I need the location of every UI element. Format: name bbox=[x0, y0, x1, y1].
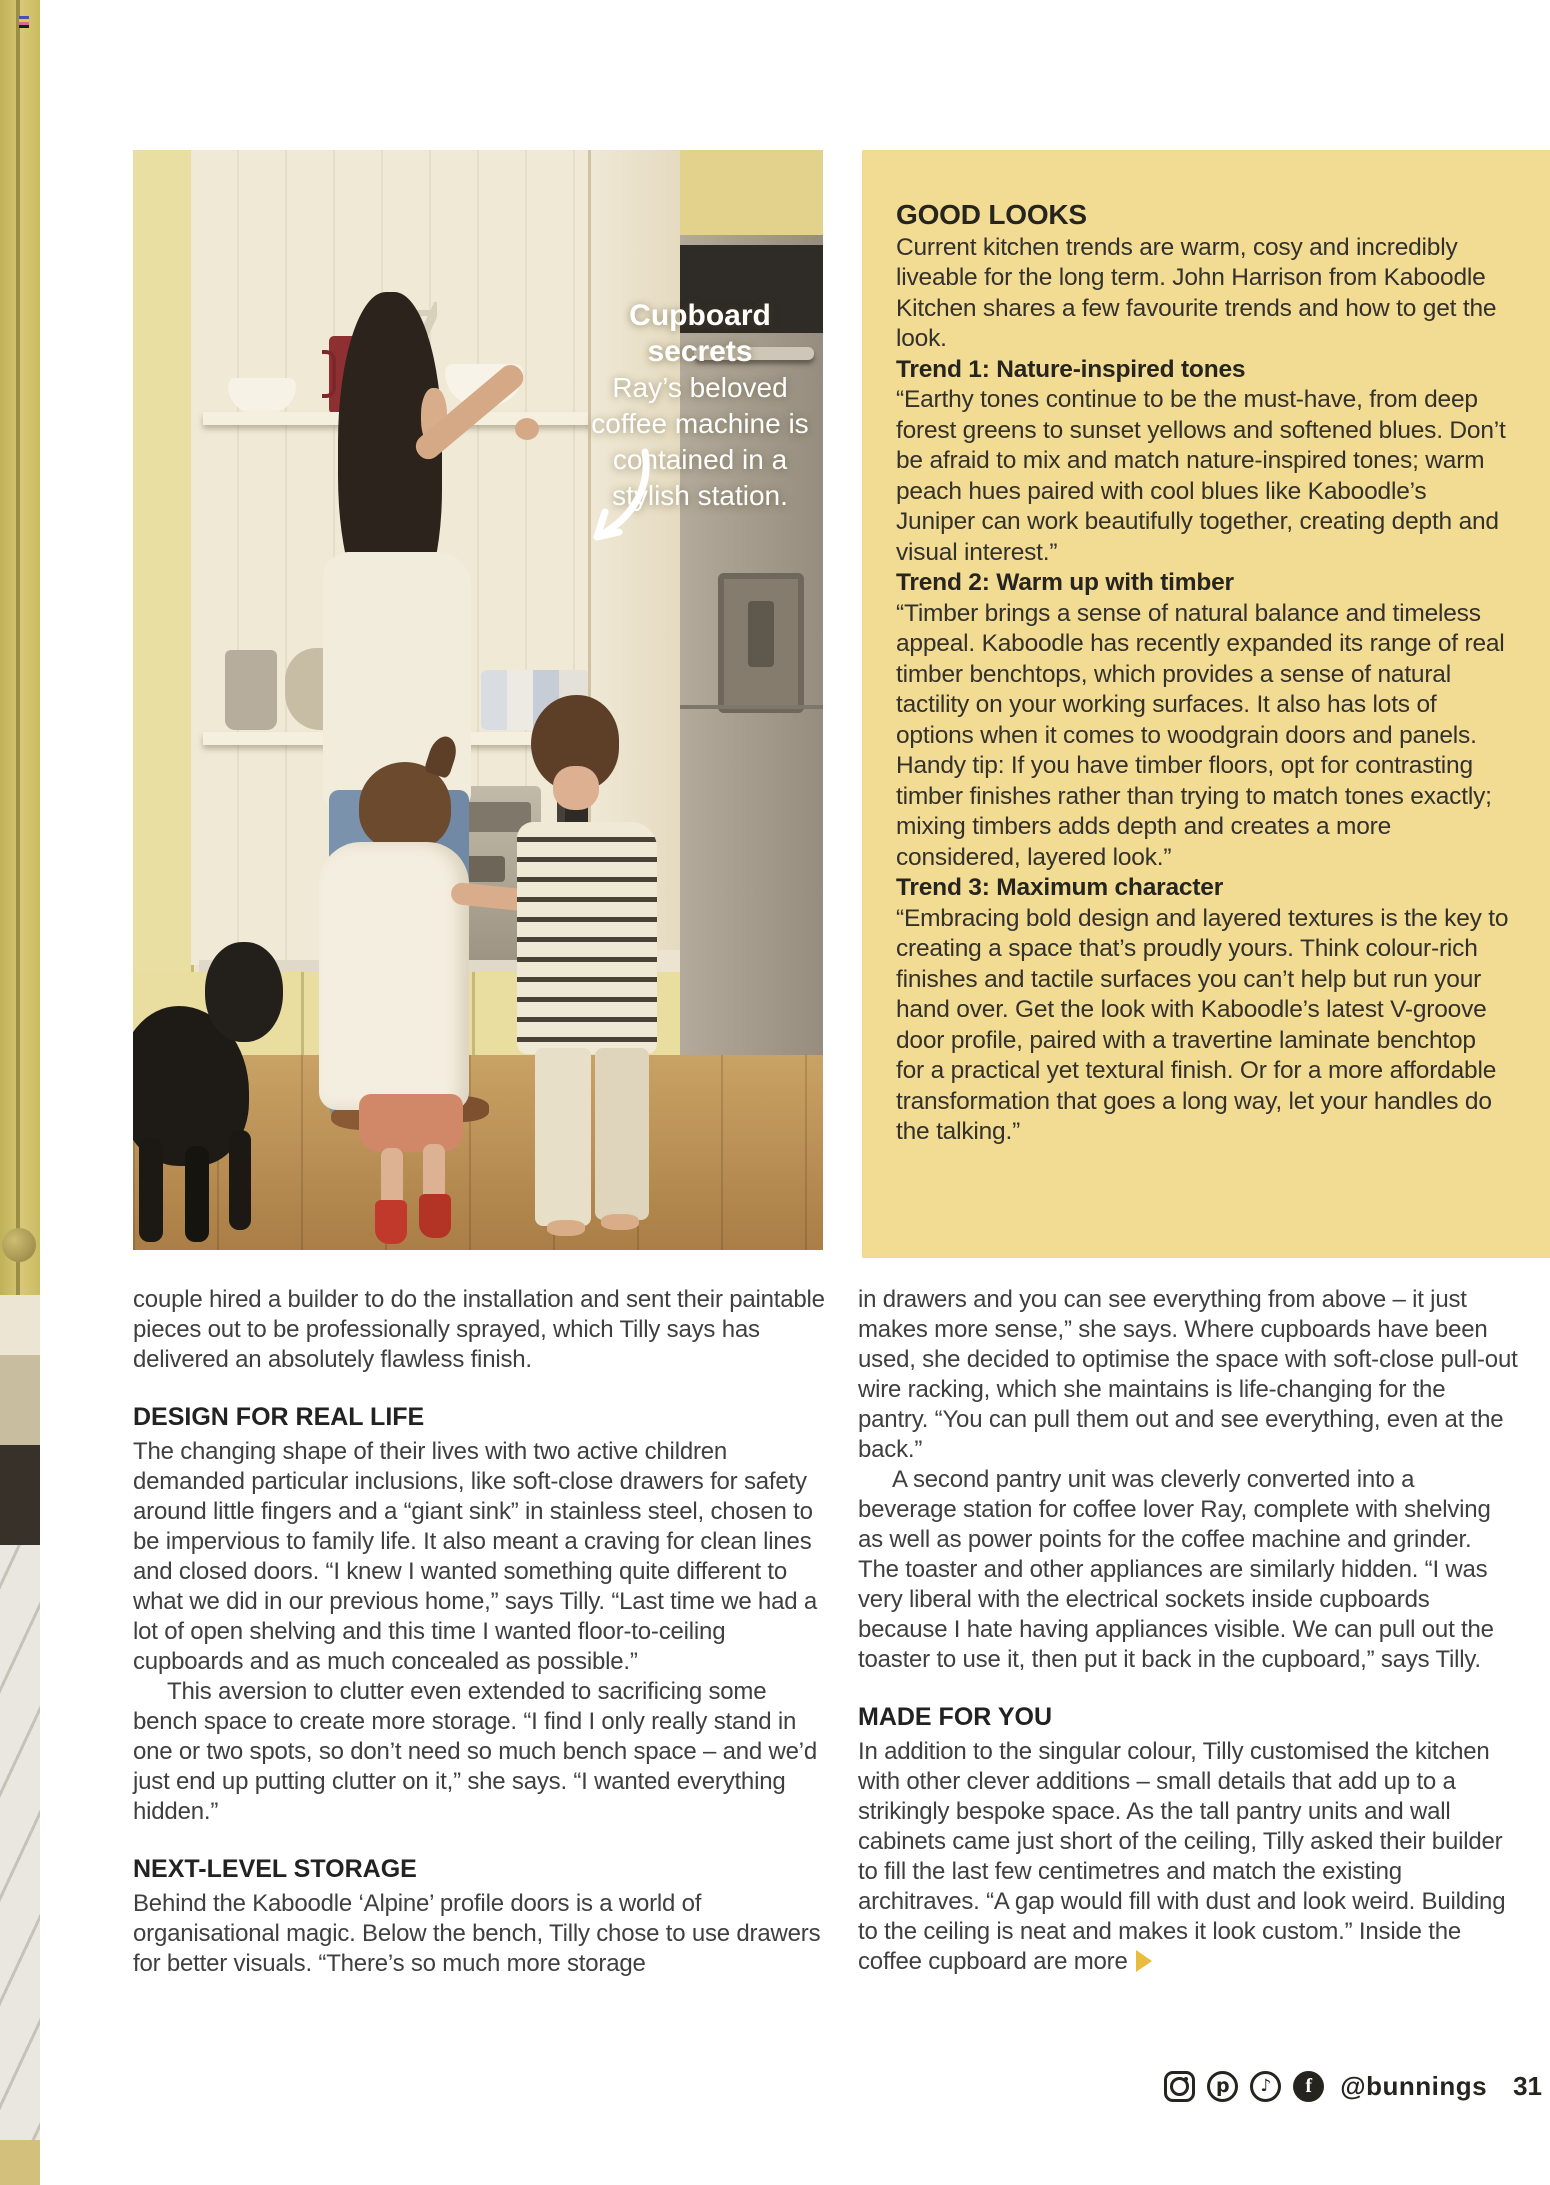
page-number: 31 bbox=[1513, 2070, 1542, 2101]
boy-pants bbox=[535, 1048, 591, 1226]
section-heading-design-for-real-life: DESIGN FOR REAL LIFE bbox=[133, 1403, 425, 1431]
black-dog-head bbox=[205, 942, 283, 1042]
photo-caption-title: Cupboard secrets bbox=[629, 299, 771, 368]
facebook-glyph: f bbox=[1305, 2075, 1313, 2097]
counter-shadow bbox=[0, 1445, 40, 1545]
woman-hand bbox=[515, 418, 539, 440]
trend-3-heading: Trend 3: Maximum character bbox=[896, 874, 1224, 901]
social-handle: @bunnings bbox=[1340, 2070, 1488, 2101]
sidebar-title: GOOD LOOKS bbox=[896, 199, 1087, 230]
article-column-left bbox=[133, 1285, 825, 1979]
trend-3-body: “Embracing bold design and layered textures is the key to creating a space that’s proudly yours. Think colour-rich finishes and tactile surfaces you can’t help but run your hand over. Get the look with Kaboodle’s latest V-groove door profile, paired with a travertine laminate benchtop for a practical yet textural finish. Or for a more affordable transformation that goes a long way, let your handles do the talking.” bbox=[896, 904, 1509, 1145]
marble-floor bbox=[0, 1545, 40, 2140]
toddler-shorts bbox=[359, 1094, 463, 1152]
black-dog-leg bbox=[139, 1138, 163, 1242]
article-paragraph: This aversion to clutter even extended to sacrificing some bench space to create more storage. “I find I only really stand in one or two spots, so don’t need so much bench space – and we’d just end up putting clutter on it,” she says. “I wanted everything hidden.” bbox=[133, 1678, 818, 1825]
continue-arrow-icon bbox=[1136, 1950, 1152, 1972]
toddler-red-sock bbox=[375, 1200, 407, 1244]
article-paragraph: The changing shape of their lives with two active children demanded particular inclusions, like soft-close drawers for safety around little fingers and a “giant sink” in stainless steel, chosen to be impervious to family life. It also meant a craving for clean lines and closed doors. “I knew I wanted something quite different to what we did in our previous home,” says Tilly. “Last time we had a lot of open shelving and this time I wanted floor-to-ceiling cupboards and as much concealed as possible.” bbox=[133, 1438, 817, 1675]
print-registration-mark bbox=[19, 16, 29, 29]
toddler-red-sock bbox=[419, 1194, 451, 1238]
upper-yellow-cabinet bbox=[680, 150, 823, 235]
boy-pants bbox=[595, 1048, 649, 1220]
boy-foot bbox=[547, 1220, 585, 1236]
instagram-icon[interactable] bbox=[1164, 2071, 1195, 2102]
section-heading-made-for-you: MADE FOR YOU bbox=[858, 1703, 1052, 1731]
cabinet-front bbox=[0, 1295, 40, 1355]
article-paragraph: couple hired a builder to do the installation and sent their paintable pieces out to be professionally sprayed, which Tilly says has delivered an absolutely flawless finish. bbox=[133, 1286, 825, 1373]
page-footer bbox=[0, 2066, 1542, 2106]
kitchen-photo bbox=[133, 150, 823, 1250]
tiktok-icon[interactable] bbox=[1250, 2071, 1281, 2102]
facebook-icon[interactable] bbox=[1293, 2071, 1324, 2102]
photo-left-cabinet bbox=[133, 150, 194, 1055]
article-paragraph-text: In addition to the singular colour, Tilly customised the kitchen with other clever additions – small details that add up to a strikingly bespoke space. As the tall pantry units and wall cabinets came just short of the ceiling, Tilly asked their builder to fill the last few centimetres and match the existing architraves. “A gap would fill with dust and look weird. Building to the ceiling is neat and makes it look custom.” Inside the coffee cupboard are more bbox=[858, 1738, 1506, 1975]
black-dog-leg bbox=[229, 1130, 251, 1230]
article-column-right bbox=[858, 1285, 1518, 1977]
boy-striped-tshirt bbox=[517, 822, 657, 1054]
article-paragraph: A second pantry unit was cleverly converted into a beverage station for coffee lover Ray, complete with shelving as well as power points for the coffee machine and grinder. The toaster and other appliances are similarly hidden. “I was very liberal with the electrical sockets inside cupboards because I hate having appliances visible. We can pull out the toaster to use it, then put it back in the cupboard,” says Tilly. bbox=[858, 1466, 1494, 1673]
silver-pot bbox=[225, 650, 277, 730]
trend-1-body: “Earthy tones continue to be the must-have, from deep forest greens to sunset yellows and softened blues. Don’t be afraid to mix and match nature-inspired tones; warm peach hues paired with cool blues like Kaboodle’s Juniper can work beautifully together, creating depth and visual interest.” bbox=[896, 386, 1506, 566]
water-dispenser bbox=[718, 573, 804, 713]
article-paragraph bbox=[858, 1737, 1518, 1977]
toddler-smock bbox=[319, 842, 469, 1110]
yellow-cabinet-strip bbox=[0, 0, 40, 1295]
boy-foot bbox=[601, 1214, 639, 1230]
floor-edge bbox=[0, 2140, 40, 2185]
boy-face bbox=[553, 766, 599, 810]
sidebar-intro: Current kitchen trends are warm, cosy and incredibly liveable for the long term. John Harrison from Kaboodle Kitchen shares a few favourite trends and how to get the look. bbox=[896, 233, 1497, 352]
curved-arrow-icon bbox=[581, 446, 665, 546]
cabinet-seam bbox=[16, 0, 20, 1295]
trend-2-body: “Timber brings a sense of natural balance and timeless appeal. Kaboodle has recently expanded its range of real timber benchtops, which provides a sense of natural tactility on your working surfaces. It also has lots of options when it comes to woodgrain doors and panels. Handy tip: If you have timber floors, opt for contrasting timber finishes rather than trying to match tones exactly; mixing timbers adds depth and creates a more considered, layered look.” bbox=[896, 599, 1505, 871]
left-bleed-photo-strip bbox=[0, 0, 40, 2185]
good-looks-sidebar bbox=[862, 150, 1550, 1258]
pinterest-icon[interactable] bbox=[1207, 2071, 1238, 2102]
section-heading-next-level-storage: NEXT-LEVEL STORAGE bbox=[133, 1855, 417, 1883]
black-dog-leg bbox=[185, 1146, 209, 1242]
article-paragraph: Behind the Kaboodle ‘Alpine’ profile doors is a world of organisational magic. Below the bench, Tilly chose to use drawers for better visuals. “There’s so much more storage bbox=[133, 1890, 821, 1977]
trend-1-heading: Trend 1: Nature-inspired tones bbox=[896, 355, 1246, 383]
cabinet-knob bbox=[2, 1228, 36, 1262]
article-paragraph: in drawers and you can see everything from above – it just makes more sense,” she says. Where cupboards have been used, she decided to optimise the space with soft-close pull-out wire racking, which she maintains is life-changing for the pantry. “You can pull them out and see everything, even at the back.” bbox=[858, 1286, 1518, 1463]
photo-caption-body: Ray’s beloved coffee machine is contained in a stylish station. bbox=[591, 372, 809, 511]
instagram-dot bbox=[1184, 2077, 1188, 2081]
pinterest-glyph: p bbox=[1215, 2074, 1230, 2097]
trend-2-heading: Trend 2: Warm up with timber bbox=[896, 569, 1234, 596]
tiktok-glyph: ♪ bbox=[1260, 2075, 1272, 2096]
counter-edge bbox=[0, 1355, 40, 1445]
fridge-door-split bbox=[680, 705, 823, 709]
